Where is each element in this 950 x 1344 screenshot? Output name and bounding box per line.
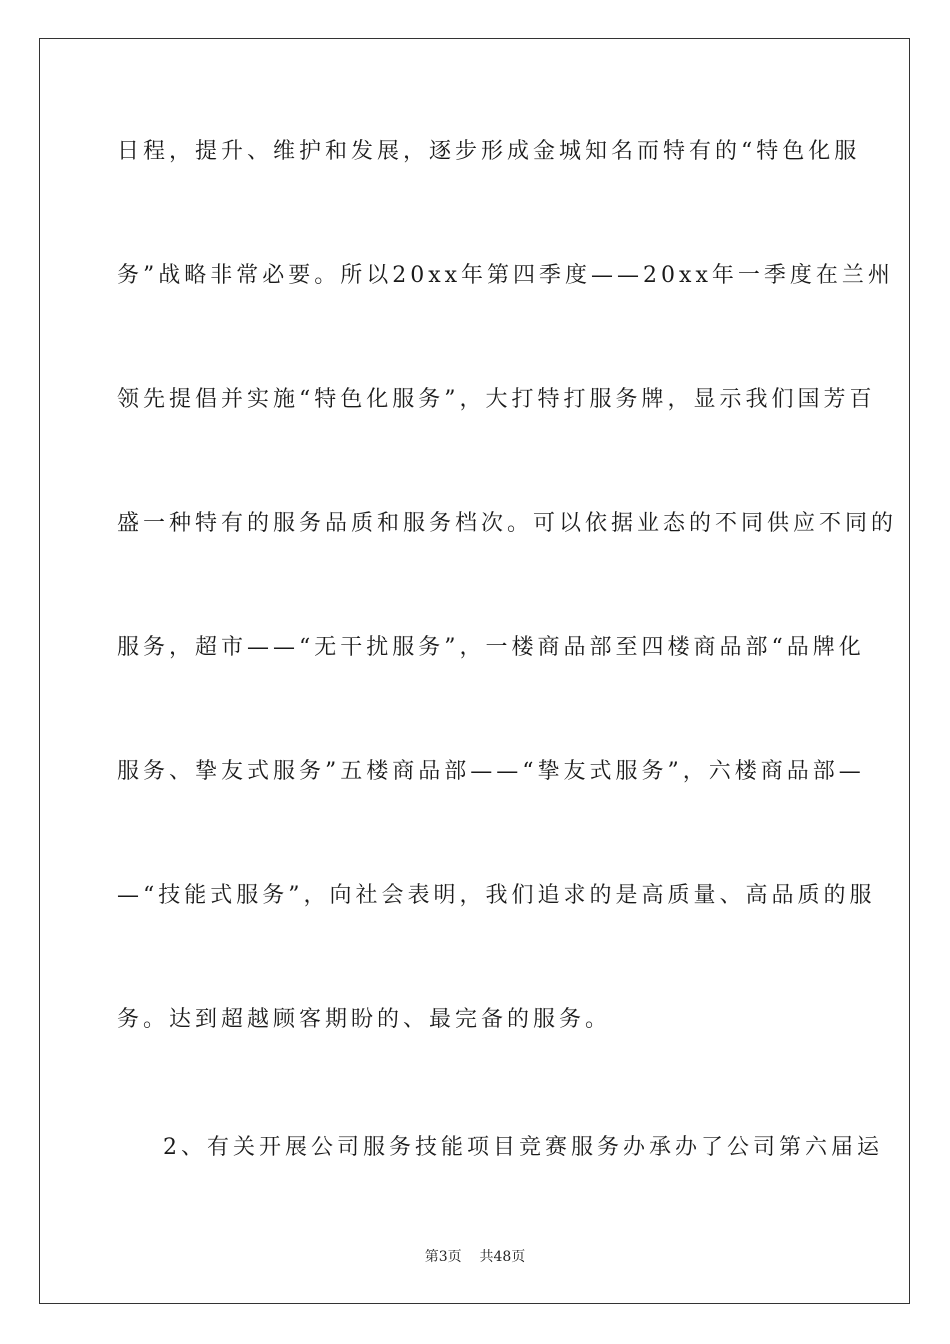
page-number: 第3页	[424, 1249, 462, 1265]
text-line-8: 务。达到超越顾客期盼的、最完备的服务。	[117, 1007, 612, 1032]
text-line-3: 领先提倡并实施“特色化服务”，大打特打服务牌，显示我们国芳百	[117, 387, 876, 412]
text-line-7: —“技能式服务”，向社会表明，我们追求的是高质量、高品质的服	[117, 883, 876, 908]
text-line-5: 服务，超市——“无干扰服务”，一楼商品部至四楼商品部“品牌化	[117, 635, 865, 660]
text-line-6: 服务、挚友式服务”五楼商品部——“挚友式服务”，六楼商品部—	[117, 759, 865, 784]
text-line-1: 日程，提升、维护和发展，逐步形成金城知名而特有的“特色化服	[117, 139, 861, 164]
paragraph-2-line: 2、有关开展公司服务技能项目竞赛服务办承办了公司第六届运	[163, 1135, 883, 1160]
text-line-2: 务”战略非常必要。所以20xx年第四季度——20xx年一季度在兰州	[117, 263, 894, 288]
page-border	[39, 38, 910, 1304]
page-total: 共48页	[479, 1249, 526, 1265]
page-footer	[0, 1247, 950, 1267]
text-line-4: 盛一种特有的服务品质和服务档次。可以依据业态的不同供应不同的	[117, 511, 898, 536]
